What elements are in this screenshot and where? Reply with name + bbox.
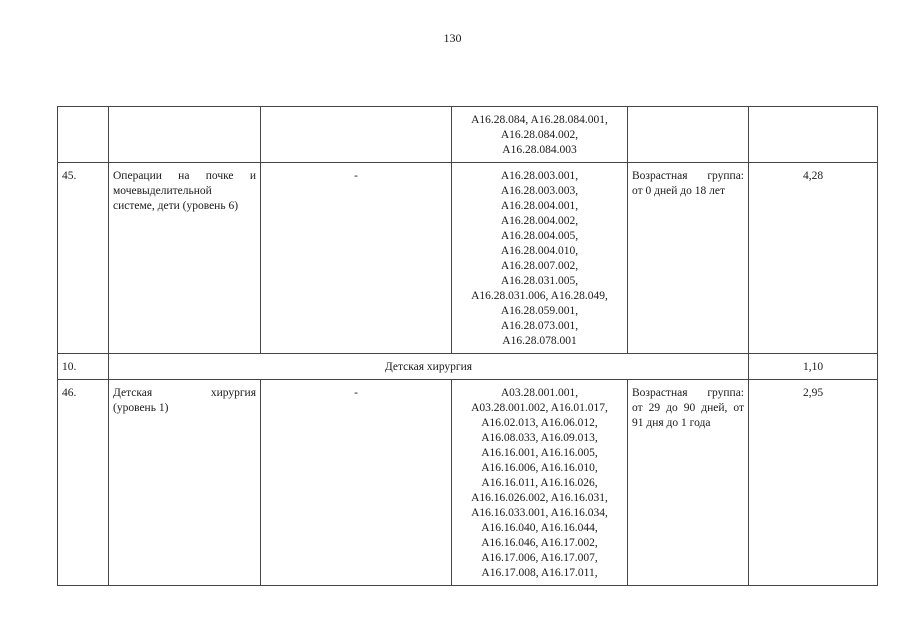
row-codes (452, 163, 628, 354)
code-line: A16.28.059.001, (500, 305, 579, 317)
code-line: A16.28.003.001, (500, 170, 579, 182)
age-line: Возрастная группа: (632, 387, 744, 399)
code-line: A16.08.033, A16.09.013, (481, 432, 598, 444)
code-line: A16.28.004.002, (500, 215, 579, 227)
code-line: A16.28.007.002, (500, 260, 579, 272)
page-number: 130 (443, 31, 462, 45)
row-codes (452, 107, 628, 163)
code-line: A16.28.078.001 (502, 335, 577, 347)
name-line: Операции на почке и (113, 170, 256, 182)
row-coefficient: 4,28 (749, 163, 878, 354)
age-line: Возрастная группа: (632, 170, 744, 182)
table-row (58, 380, 878, 586)
code-line: A16.02.013, A16.06.012, (481, 417, 598, 429)
name-line: системе, дети (уровень 6) (113, 200, 239, 212)
code-line: A16.28.084.003 (502, 144, 577, 156)
row-number: 45. (58, 163, 109, 354)
name-line: Детская хирургия (113, 387, 256, 399)
row-name (109, 380, 261, 586)
table-row (58, 163, 878, 354)
code-line: A16.16.006, A16.16.010, (481, 462, 598, 474)
section-coefficient: 1,10 (749, 354, 878, 380)
code-line: A16.16.011, A16.16.026, (481, 477, 598, 489)
section-number: 10. (58, 354, 109, 380)
code-line: A16.28.031.006, A16.28.049, (471, 290, 608, 302)
age-line: от 29 до 90 дней, от (632, 402, 744, 414)
code-line: A16.17.006, A16.17.007, (481, 552, 598, 564)
section-title: Детская хирургия (109, 354, 749, 380)
code-line: A03.28.001.002, A16.01.017, (471, 402, 608, 414)
row-dash: - (261, 380, 452, 586)
code-line: A16.28.003.003, (500, 185, 579, 197)
row-codes (452, 380, 628, 586)
row-dash (261, 107, 452, 163)
code-line: A16.28.004.001, (500, 200, 579, 212)
code-line: A16.28.084, A16.28.084.001, (471, 114, 608, 126)
age-line: 91 дня до 1 года (632, 417, 711, 429)
row-age (628, 380, 749, 586)
code-line: A16.28.084.002, (500, 129, 579, 141)
name-line: (уровень 1) (113, 402, 169, 414)
row-coefficient (749, 107, 878, 163)
row-age (628, 107, 749, 163)
row-age (628, 163, 749, 354)
code-line: A16.28.004.005, (500, 230, 579, 242)
row-name (109, 163, 261, 354)
code-line: A16.17.008, A16.17.011, (481, 567, 598, 579)
code-line: A16.16.001, A16.16.005, (481, 447, 598, 459)
code-line: A16.16.033.001, A16.16.034, (471, 507, 608, 519)
row-number (58, 107, 109, 163)
row-dash: - (261, 163, 452, 354)
section-row (58, 354, 878, 380)
tariff-table (57, 106, 878, 586)
name-line: мочевыделительной (113, 185, 212, 197)
code-line: A16.28.031.005, (500, 275, 579, 287)
age-line: от 0 дней до 18 лет (632, 185, 725, 197)
code-line: A03.28.001.001, (500, 387, 579, 399)
code-line: A16.16.026.002, A16.16.031, (471, 492, 608, 504)
row-coefficient: 2,95 (749, 380, 878, 586)
code-line: A16.16.040, A16.16.044, (481, 522, 598, 534)
row-number: 46. (58, 380, 109, 586)
code-line: A16.28.073.001, (500, 320, 579, 332)
table-row (58, 107, 878, 163)
row-name (109, 107, 261, 163)
code-line: A16.16.046, A16.17.002, (481, 537, 598, 549)
code-line: A16.28.004.010, (500, 245, 579, 257)
